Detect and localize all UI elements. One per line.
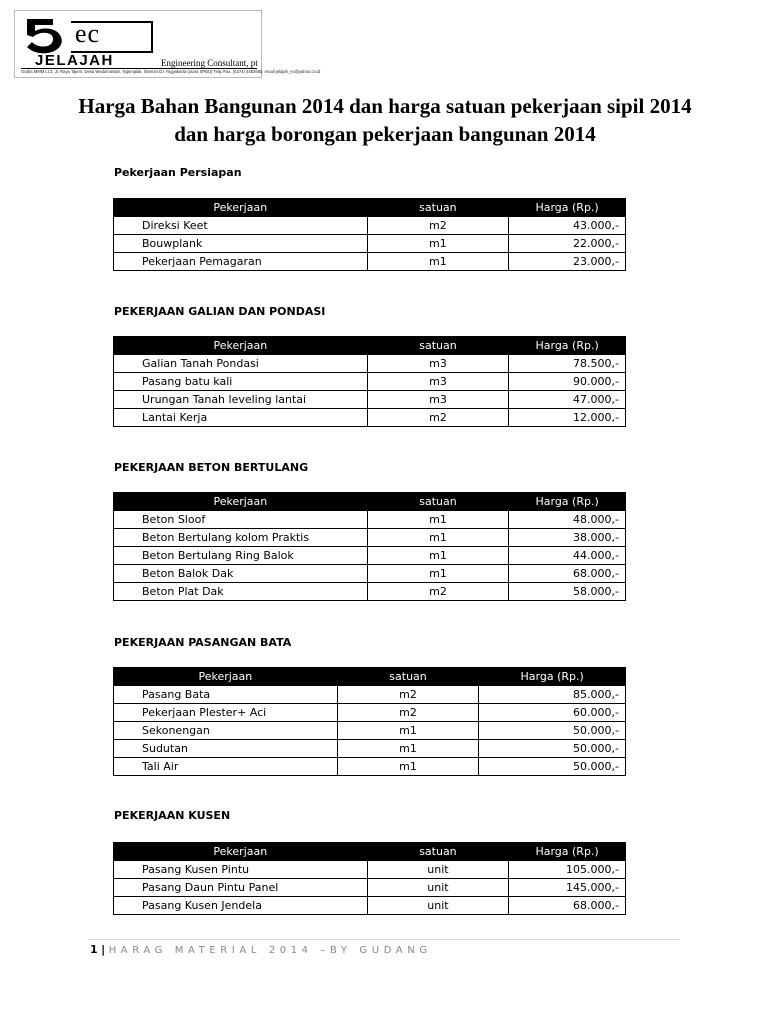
footer-divider xyxy=(88,939,680,940)
work-item: Sudutan xyxy=(114,740,338,758)
price-cell: 145.000,- xyxy=(509,879,626,897)
work-item: Beton Balok Dak xyxy=(114,565,368,583)
price-cell: 44.000,- xyxy=(509,547,626,565)
price-cell: 48.000,- xyxy=(509,511,626,529)
price-cell: 22.000,- xyxy=(509,235,626,253)
unit-cell: m3 xyxy=(367,373,509,391)
section-label: PEKERJAAN GALIAN DAN PONDASI xyxy=(114,305,326,318)
table-row xyxy=(114,409,626,427)
company-subtitle: Engineering Consultant, pt xyxy=(161,58,258,68)
footer-separator: | xyxy=(101,943,106,956)
column-header-harga: Harga (Rp.) xyxy=(479,668,626,686)
unit-cell: m1 xyxy=(367,235,509,253)
table-row xyxy=(114,758,626,776)
work-item: Pasang Bata xyxy=(114,686,338,704)
letterhead-logo xyxy=(14,10,321,78)
work-item: Pasang batu kali xyxy=(114,373,368,391)
unit-cell: m1 xyxy=(337,722,479,740)
page-number: 1 xyxy=(90,943,98,956)
table-row xyxy=(114,861,626,879)
work-item: Beton Sloof xyxy=(114,511,368,529)
work-item: Pasang Daun Pintu Panel xyxy=(114,879,368,897)
table-row xyxy=(114,253,626,271)
work-item: Galian Tanah Pondasi xyxy=(114,355,368,373)
work-item: Pasang Kusen Pintu xyxy=(114,861,368,879)
page-footer xyxy=(90,943,432,956)
price-cell: 90.000,- xyxy=(509,373,626,391)
table-row xyxy=(114,547,626,565)
column-header-satuan: satuan xyxy=(367,493,509,511)
table-row xyxy=(114,897,626,915)
price-cell: 85.000,- xyxy=(479,686,626,704)
price-table xyxy=(113,336,626,427)
unit-cell: unit xyxy=(367,861,509,879)
column-header-pekerjaan: Pekerjaan xyxy=(114,668,338,686)
price-cell: 105.000,- xyxy=(509,861,626,879)
work-item: Beton Bertulang Ring Balok xyxy=(114,547,368,565)
unit-cell: m1 xyxy=(337,740,479,758)
price-table xyxy=(113,667,626,776)
unit-cell: m2 xyxy=(367,583,509,601)
price-cell: 68.000,- xyxy=(509,565,626,583)
table-header-row xyxy=(114,668,626,686)
column-header-harga: Harga (Rp.) xyxy=(509,199,626,217)
section-label: PEKERJAAN BETON BERTULANG xyxy=(114,461,309,474)
table-row xyxy=(114,373,626,391)
table-row xyxy=(114,740,626,758)
price-cell: 50.000,- xyxy=(479,740,626,758)
table-row xyxy=(114,217,626,235)
column-header-pekerjaan: Pekerjaan xyxy=(114,843,368,861)
work-item: Urungan Tanah leveling lantai xyxy=(114,391,368,409)
work-item: Sekonengan xyxy=(114,722,338,740)
work-item: Pekerjaan Pemagaran xyxy=(114,253,368,271)
work-item: Beton Plat Dak xyxy=(114,583,368,601)
column-header-pekerjaan: Pekerjaan xyxy=(114,199,368,217)
table-header-row xyxy=(114,199,626,217)
unit-cell: m1 xyxy=(367,253,509,271)
unit-cell: m2 xyxy=(367,217,509,235)
section-label: PEKERJAAN PASANGAN BATA xyxy=(114,636,292,649)
column-header-harga: Harga (Rp.) xyxy=(509,337,626,355)
unit-cell: m2 xyxy=(367,409,509,427)
unit-cell: m1 xyxy=(367,529,509,547)
table-row xyxy=(114,722,626,740)
column-header-satuan: satuan xyxy=(367,337,509,355)
section-label: Pekerjaan Persiapan xyxy=(114,166,242,179)
column-header-harga: Harga (Rp.) xyxy=(509,843,626,861)
price-cell: 43.000,- xyxy=(509,217,626,235)
table-row xyxy=(114,391,626,409)
table-header-row xyxy=(114,843,626,861)
table-row xyxy=(114,686,626,704)
unit-cell: m3 xyxy=(367,355,509,373)
document-title: Harga Bahan Bangunan 2014 dan harga satuan pekerjaan sipil 2014 dan harga borongan pekerjaan bangunan 2014 xyxy=(78,94,692,146)
work-item: Tali Air xyxy=(114,758,338,776)
unit-cell: m1 xyxy=(367,547,509,565)
work-item: Pekerjaan Plester+ Aci xyxy=(114,704,338,722)
table-row xyxy=(114,565,626,583)
price-table xyxy=(113,198,626,271)
table-header-row xyxy=(114,337,626,355)
price-cell: 68.000,- xyxy=(509,897,626,915)
column-header-pekerjaan: Pekerjaan xyxy=(114,493,368,511)
unit-cell: m1 xyxy=(367,565,509,583)
price-cell: 50.000,- xyxy=(479,758,626,776)
table-row xyxy=(114,511,626,529)
table-row xyxy=(114,529,626,547)
price-cell: 78.500,- xyxy=(509,355,626,373)
work-item: Beton Bertulang kolom Praktis xyxy=(114,529,368,547)
work-item: Direksi Keet xyxy=(114,217,368,235)
company-address: Graha MMM Lt.2, Jl. Raya Tajem, Desa Wedomartani, Ngemplak, Sleman D.I Yogyakarta (utara SPBU) Telp./Fax. (0274) 4462655, email jelajah_ec@yahoo.co.id xyxy=(21,69,321,74)
price-table xyxy=(113,842,626,915)
table-row xyxy=(114,355,626,373)
price-cell: 47.000,- xyxy=(509,391,626,409)
price-cell: 60.000,- xyxy=(479,704,626,722)
company-logo-icon xyxy=(23,15,71,55)
unit-cell: unit xyxy=(367,879,509,897)
column-header-pekerjaan: Pekerjaan xyxy=(114,337,368,355)
unit-cell: unit xyxy=(367,897,509,915)
column-header-harga: Harga (Rp.) xyxy=(509,493,626,511)
price-cell: 12.000,- xyxy=(509,409,626,427)
company-brand: JELAJAH xyxy=(35,52,114,69)
unit-cell: m1 xyxy=(337,758,479,776)
price-cell: 58.000,- xyxy=(509,583,626,601)
table-row xyxy=(114,583,626,601)
price-table xyxy=(113,492,626,601)
price-cell: 23.000,- xyxy=(509,253,626,271)
work-item: Lantai Kerja xyxy=(114,409,368,427)
unit-cell: m2 xyxy=(337,686,479,704)
column-header-satuan: satuan xyxy=(337,668,479,686)
table-header-row xyxy=(114,493,626,511)
logo-ec-text: ec xyxy=(75,19,101,48)
column-header-satuan: satuan xyxy=(367,199,509,217)
table-row xyxy=(114,235,626,253)
price-cell: 38.000,- xyxy=(509,529,626,547)
column-header-satuan: satuan xyxy=(367,843,509,861)
table-row xyxy=(114,704,626,722)
unit-cell: m2 xyxy=(337,704,479,722)
unit-cell: m1 xyxy=(367,511,509,529)
table-row xyxy=(114,879,626,897)
unit-cell: m3 xyxy=(367,391,509,409)
section-label: PEKERJAAN KUSEN xyxy=(114,809,231,822)
work-item: Pasang Kusen Jendela xyxy=(114,897,368,915)
footer-text: HARAG MATERIAL 2014 –BY GUDANG xyxy=(108,945,432,956)
price-cell: 50.000,- xyxy=(479,722,626,740)
work-item: Bouwplank xyxy=(114,235,368,253)
